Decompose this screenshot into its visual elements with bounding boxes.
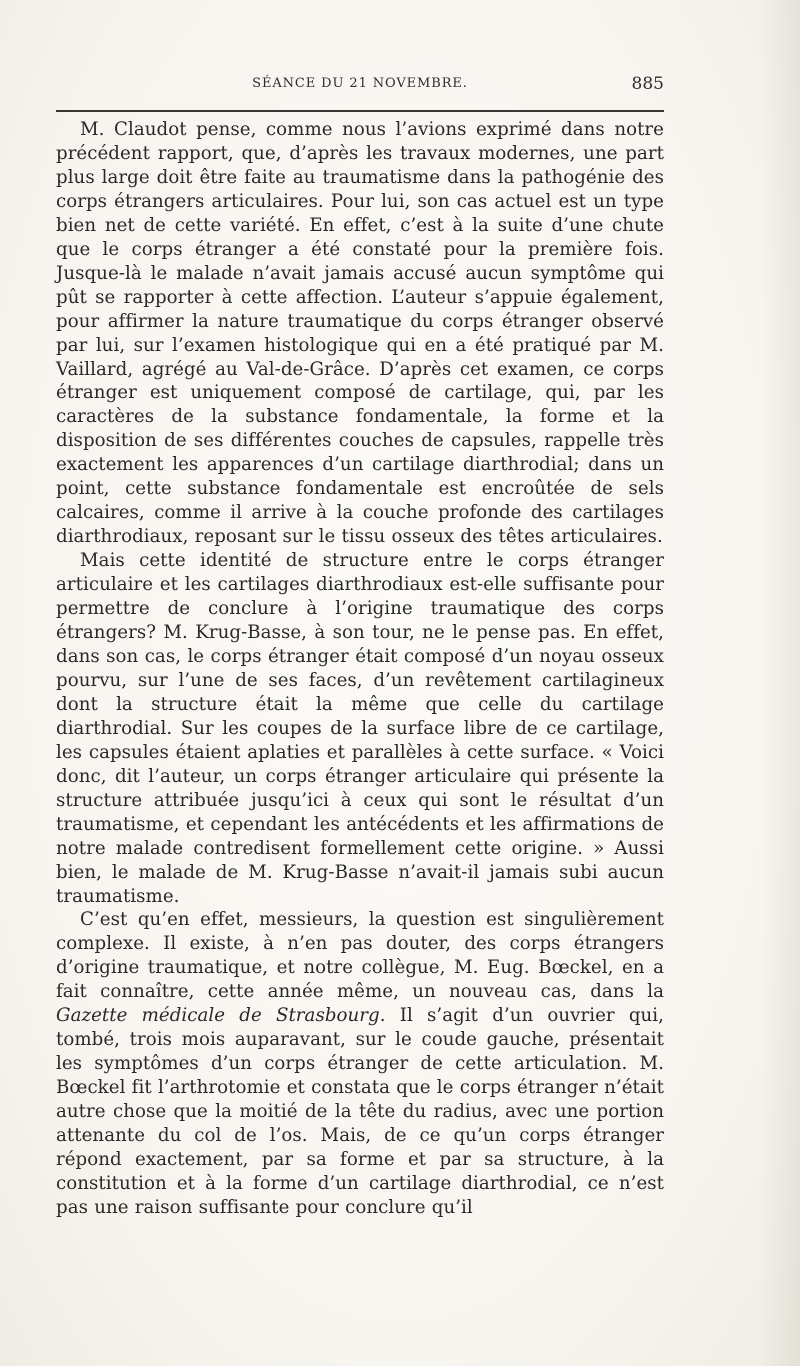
- page-number: 885: [631, 74, 664, 94]
- paragraph-2: Mais cette identité de structure entre le corps étranger articulaire et les cartilages diarthrodiaux est-elle suffisante pour permettre de conclure à l’origine traumatique des corps étrangers? M. Krug-Basse, à son tour, ne le pense pas. En effet, dans son cas, le corps étranger était composé d’un noyau osseux pourvu, sur l’une de ses faces, d’un revêtement cartilagineux dont la structure était la même que celle du cartilage diarthrodial. Sur les coupes de la surface libre de ce cartilage, les capsules étaient aplaties et parallèles à cette surface. « Voici donc, dit l’auteur, un corps étranger articulaire qui présente la structure attribuée jusqu’ici à ceux qui sont le résultat d’un traumatisme, et cependant les antécédents et les affirmations de notre malade contredisent formellement cette origine. » Aussi bien, le malade de M. Krug-Basse n’avait-il jamais subi aucun traumatisme.: [56, 550, 664, 907]
- page-edge-shadow: [760, 0, 800, 1366]
- page-header: [56, 74, 664, 104]
- body-text: [56, 118, 664, 1220]
- running-title: SÉANCE DU 21 NOVEMBRE.: [252, 76, 468, 91]
- journal-title: Gazette médicale de Strasbourg: [56, 1005, 380, 1027]
- paragraph-1: M. Claudot pense, comme nous l’avions exprimé dans notre précédent rapport, que, d’après les travaux modernes, une part plus large doit être faite au traumatisme dans la pathogénie des corps étrangers articulaires. Pour lui, son cas actuel est un type bien net de cette variété. En effet, c’est à la suite d’une chute que le corps étranger a été constaté pour la première fois. Jusque-là le malade n’avait jamais accusé aucun symptôme qui pût se rapporter à cette affection. L’auteur s’appuie également, pour affirmer la nature traumatique du corps étranger observé par lui, sur l’examen histologique qui en a été pratiqué par M. Vaillard, agrégé au Val-de-Grâce. D’après cet examen, ce corps étranger est uniquement composé de cartilage, qui, par les caractères de la substance fondamentale, la forme et la disposition de ses différentes couches de capsules, rappelle très exactement les apparences d’un cartilage diarthrodial; dans un point, cette substance fondamentale est encroûtée de sels calcaires, comme il arrive à la couche profonde des cartilages diarthrodiaux, reposant sur le tissu osseux des têtes articulaires.: [56, 119, 664, 548]
- paragraph-3: [56, 908, 664, 1219]
- paragraph-3-text-before: C’est qu’en effet, messieurs, la question est singulièrement complexe. Il existe, à n’en pas douter, des corps étrangers d’origine traumatique, et notre collègue, M. Eug. Bœckel, en a fait connaître, cette année même, un nouveau cas, dans la: [56, 909, 664, 1003]
- paragraph-3-text-after: . Il s’agit d’un ouvrier qui, tombé, trois mois auparavant, sur le coude gauche, présentait les symptômes d’un corps étranger de cette articulation. M. Bœckel fit l’arthrotomie et constata que le corps étranger n’était autre chose que la moitié de la tête du radius, avec une portion attenante du col de l’os. Mais, de ce qu’un corps étranger répond exactement, par sa forme et par sa structure, à la constitution et à la forme d’un cartilage diarthrodial, ce n’est pas une raison suffisante pour conclure qu’il: [56, 1005, 664, 1218]
- header-rule: [56, 110, 664, 112]
